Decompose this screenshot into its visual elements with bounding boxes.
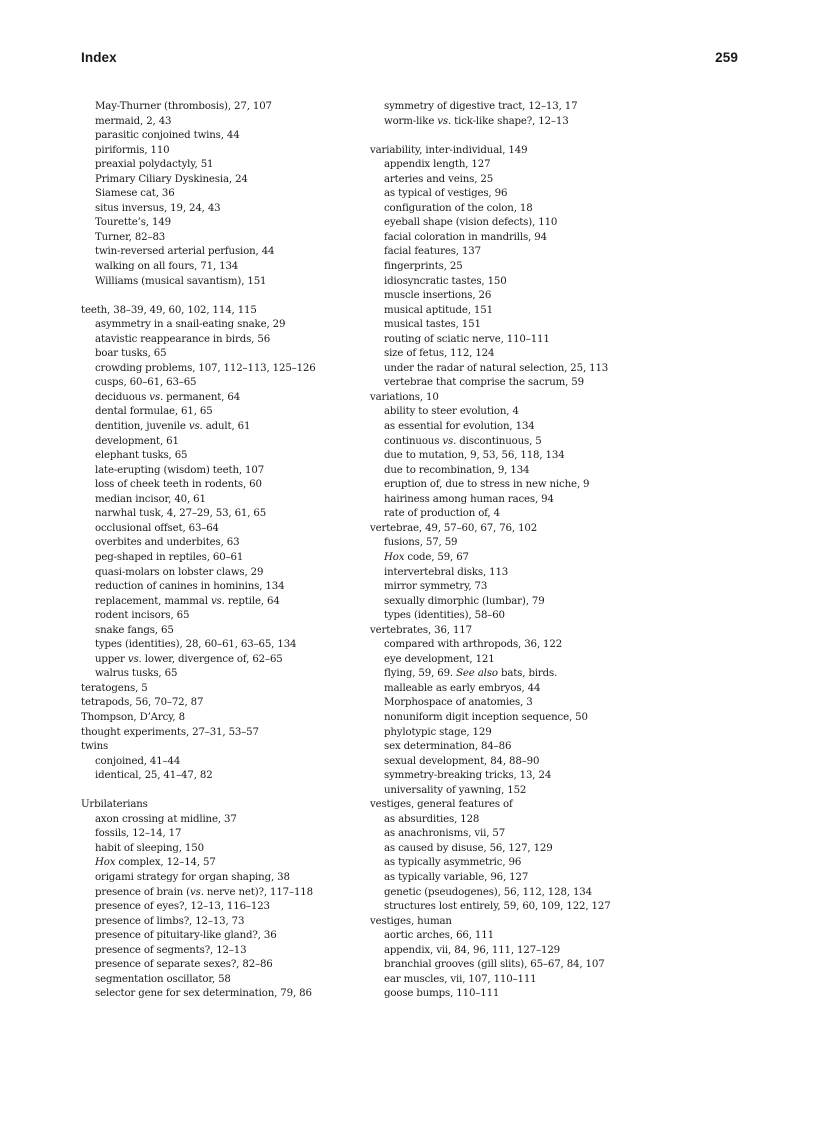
index-subentry: idiosyncratic tastes, 150: [384, 275, 507, 287]
index-subentry: presence of eyes?, 12–13, 116–123: [95, 901, 270, 913]
index-subentry: musical aptitude, 151: [384, 304, 493, 316]
index-subentry: Hox complex, 12–14, 57: [95, 857, 216, 869]
index-subentry: due to recombination, 9, 134: [384, 464, 530, 476]
index-subentry: mermaid, 2, 43: [95, 115, 172, 127]
index-column-left: [81, 100, 361, 1002]
index-subentry: continuous vs. discontinuous, 5: [384, 435, 542, 447]
index-subentry: branchial grooves (gill slits), 65–67, 84, 107: [384, 959, 605, 971]
index-subentry: atavistic reappearance in birds, 56: [95, 333, 271, 345]
index-subentry: universality of yawning, 152: [384, 784, 527, 796]
index-subentry: axon crossing at midline, 37: [95, 813, 237, 825]
index-heading: twins: [81, 741, 109, 753]
index-subentry: types (identities), 58–60: [384, 610, 505, 622]
index-subentry: late-erupting (wisdom) teeth, 107: [95, 464, 265, 476]
index-subentry: symmetry-breaking tricks, 13, 24: [384, 770, 552, 782]
index-subentry: sexually dimorphic (lumbar), 79: [384, 595, 545, 607]
index-subentry: twin-reversed arterial perfusion, 44: [95, 246, 275, 258]
index-subentry: facial coloration in mandrills, 94: [384, 231, 547, 243]
index-subentry: asymmetry in a snail-eating snake, 29: [95, 319, 286, 331]
index-subentry: presence of segments?, 12–13: [95, 944, 247, 956]
index-subentry: as typically variable, 96, 127: [384, 871, 529, 883]
index-subentry: quasi-molars on lobster claws, 29: [95, 566, 264, 578]
index-subentry: loss of cheek teeth in rodents, 60: [95, 479, 262, 491]
index-heading: teeth, 38–39, 49, 60, 102, 114, 115: [81, 304, 257, 316]
index-subentry: as typically asymmetric, 96: [384, 857, 522, 869]
index-subentry: presence of pituitary-like gland?, 36: [95, 930, 277, 942]
index-subentry: as essential for evolution, 134: [384, 421, 535, 433]
index-column-right: [370, 100, 660, 1002]
index-heading: vertebrates, 36, 117: [370, 624, 472, 636]
index-heading: tetrapods, 56, 70–72, 87: [81, 697, 204, 709]
index-subentry: types (identities), 28, 60–61, 63–65, 134: [95, 639, 297, 651]
index-heading: teratogens, 5: [81, 682, 148, 694]
index-subentry: presence of brain (vs. nerve net)?, 117–118: [95, 886, 313, 898]
index-subentry: parasitic conjoined twins, 44: [95, 130, 240, 142]
index-subentry: as caused by disuse, 56, 127, 129: [384, 842, 553, 854]
index-subentry: deciduous vs. permanent, 64: [95, 391, 241, 403]
index-subentry: occlusional offset, 63–64: [95, 522, 219, 534]
index-subentry: eye development, 121: [384, 653, 495, 665]
index-subentry: upper vs. lower, divergence of, 62–65: [95, 653, 283, 665]
index-subentry: ear muscles, vii, 107, 110–111: [384, 973, 537, 985]
index-subentry: ability to steer evolution, 4: [384, 406, 519, 418]
index-subentry: as absurdities, 128: [384, 813, 480, 825]
index-subentry: appendix length, 127: [384, 159, 491, 171]
index-subentry: rate of production of, 4: [384, 508, 500, 520]
index-subentry: facial features, 137: [384, 246, 481, 258]
index-subentry: aortic arches, 66, 111: [384, 930, 494, 942]
index-subentry: origami strategy for organ shaping, 38: [95, 871, 290, 883]
index-subentry: peg-shaped in reptiles, 60–61: [95, 551, 244, 563]
index-subentry: muscle insertions, 26: [384, 290, 492, 302]
index-subentry: worm-like vs. tick-like shape?, 12–13: [384, 115, 569, 127]
index-subentry: fossils, 12–14, 17: [95, 828, 182, 840]
index-subentry: snake fangs, 65: [95, 624, 174, 636]
index-subentry: Primary Ciliary Dyskinesia, 24: [95, 173, 248, 185]
index-subentry: size of fetus, 112, 124: [384, 348, 495, 360]
index-subentry: situs inversus, 19, 24, 43: [95, 202, 221, 214]
index-heading: vestiges, human: [370, 915, 452, 927]
index-subentry: walking on all fours, 71, 134: [95, 261, 239, 273]
index-subentry: narwhal tusk, 4, 27–29, 53, 61, 65: [95, 508, 267, 520]
index-subentry: piriformis, 110: [95, 144, 170, 156]
index-subentry: eyeball shape (vision defects), 110: [384, 217, 558, 229]
entry-spacer: [370, 129, 660, 144]
index-subentry: genetic (pseudogenes), 56, 112, 128, 134: [384, 886, 592, 898]
index-subentry: structures lost entirely, 59, 60, 109, 122, 127: [384, 901, 611, 913]
index-subentry: intervertebral disks, 113: [384, 566, 509, 578]
index-subentry: development, 61: [95, 435, 179, 447]
index-subentry: crowding problems, 107, 112–113, 125–126: [95, 362, 316, 374]
index-heading: vestiges, general features of: [370, 799, 513, 811]
index-subentry: habit of sleeping, 150: [95, 842, 204, 854]
index-subentry: routing of sciatic nerve, 110–111: [384, 333, 550, 345]
index-subentry: overbites and underbites, 63: [95, 537, 240, 549]
index-subentry: eruption of, due to stress in new niche, 9: [384, 479, 590, 491]
index-heading: vertebrae, 49, 57–60, 67, 76, 102: [370, 522, 538, 534]
running-header: [81, 50, 738, 65]
index-subentry: identical, 25, 41–47, 82: [95, 770, 213, 782]
index-subentry: appendix, vii, 84, 96, 111, 127–129: [384, 944, 560, 956]
index-subentry: elephant tusks, 65: [95, 450, 188, 462]
index-subentry: Turner, 82–83: [95, 231, 166, 243]
index-subentry: conjoined, 41–44: [95, 755, 181, 767]
index-subentry: configuration of the colon, 18: [384, 202, 533, 214]
index-subentry: goose bumps, 110–111: [384, 988, 500, 1000]
index-subentry: vertebrae that comprise the sacrum, 59: [384, 377, 584, 389]
index-subentry: due to mutation, 9, 53, 56, 118, 134: [384, 450, 565, 462]
index-subentry: presence of limbs?, 12–13, 73: [95, 915, 245, 927]
index-subentry: as anachronisms, vii, 57: [384, 828, 506, 840]
index-subentry: fingerprints, 25: [384, 261, 463, 273]
index-subentry: preaxial polydactyly, 51: [95, 159, 214, 171]
index-subentry: nonuniform digit inception sequence, 50: [384, 711, 588, 723]
index-subentry: walrus tusks, 65: [95, 668, 178, 680]
page-number: 259: [715, 50, 738, 65]
index-subentry: cusps, 60–61, 63–65: [95, 377, 197, 389]
section-title: Index: [81, 50, 117, 65]
index-subentry: sexual development, 84, 88–90: [384, 755, 540, 767]
index-heading: variations, 10: [370, 391, 439, 403]
index-subentry: under the radar of natural selection, 25, 113: [384, 362, 609, 374]
index-heading: Thompson, D’Arcy, 8: [81, 711, 185, 723]
index-subentry: dentition, juvenile vs. adult, 61: [95, 421, 251, 433]
index-subentry: mirror symmetry, 73: [384, 581, 488, 593]
entry-spacer: [81, 289, 361, 304]
index-heading: thought experiments, 27–31, 53–57: [81, 726, 259, 738]
index-subentry: reduction of canines in hominins, 134: [95, 581, 285, 593]
index-subentry: sex determination, 84–86: [384, 741, 512, 753]
entry-spacer: [81, 784, 361, 799]
index-subentry: presence of separate sexes?, 82–86: [95, 959, 273, 971]
index-heading: variability, inter-individual, 149: [370, 144, 528, 156]
index-subentry: selector gene for sex determination, 79, 86: [95, 988, 312, 1000]
index-heading: Urbilaterians: [81, 799, 148, 811]
index-subentry: musical tastes, 151: [384, 319, 481, 331]
index-subentry: boar tusks, 65: [95, 348, 167, 360]
index-subentry: symmetry of digestive tract, 12–13, 17: [384, 101, 578, 112]
index-subentry: as typical of vestiges, 96: [384, 188, 508, 200]
index-subentry: arteries and veins, 25: [384, 173, 494, 185]
index-subentry: Siamese cat, 36: [95, 188, 175, 200]
index-subentry: flying, 59, 69. See also bats, birds.: [384, 668, 558, 680]
index-subentry: compared with arthropods, 36, 122: [384, 639, 563, 651]
index-subentry: Morphospace of anatomies, 3: [384, 697, 533, 709]
index-subentry: May-Thurner (thrombosis), 27, 107: [95, 101, 272, 112]
index-subentry: dental formulae, 61, 65: [95, 406, 213, 418]
index-subentry: Williams (musical savantism), 151: [95, 275, 267, 287]
index-subentry: segmentation oscillator, 58: [95, 973, 231, 985]
index-subentry: fusions, 57, 59: [384, 537, 458, 549]
index-subentry: hairiness among human races, 94: [384, 493, 554, 505]
index-subentry: median incisor, 40, 61: [95, 493, 206, 505]
index-subentry: malleable as early embryos, 44: [384, 682, 541, 694]
index-subentry: phylotypic stage, 129: [384, 726, 492, 738]
index-subentry: Tourette’s, 149: [95, 217, 171, 229]
index-subentry: Hox code, 59, 67: [384, 551, 469, 563]
index-subentry: rodent incisors, 65: [95, 610, 190, 622]
index-subentry: replacement, mammal vs. reptile, 64: [95, 595, 280, 607]
